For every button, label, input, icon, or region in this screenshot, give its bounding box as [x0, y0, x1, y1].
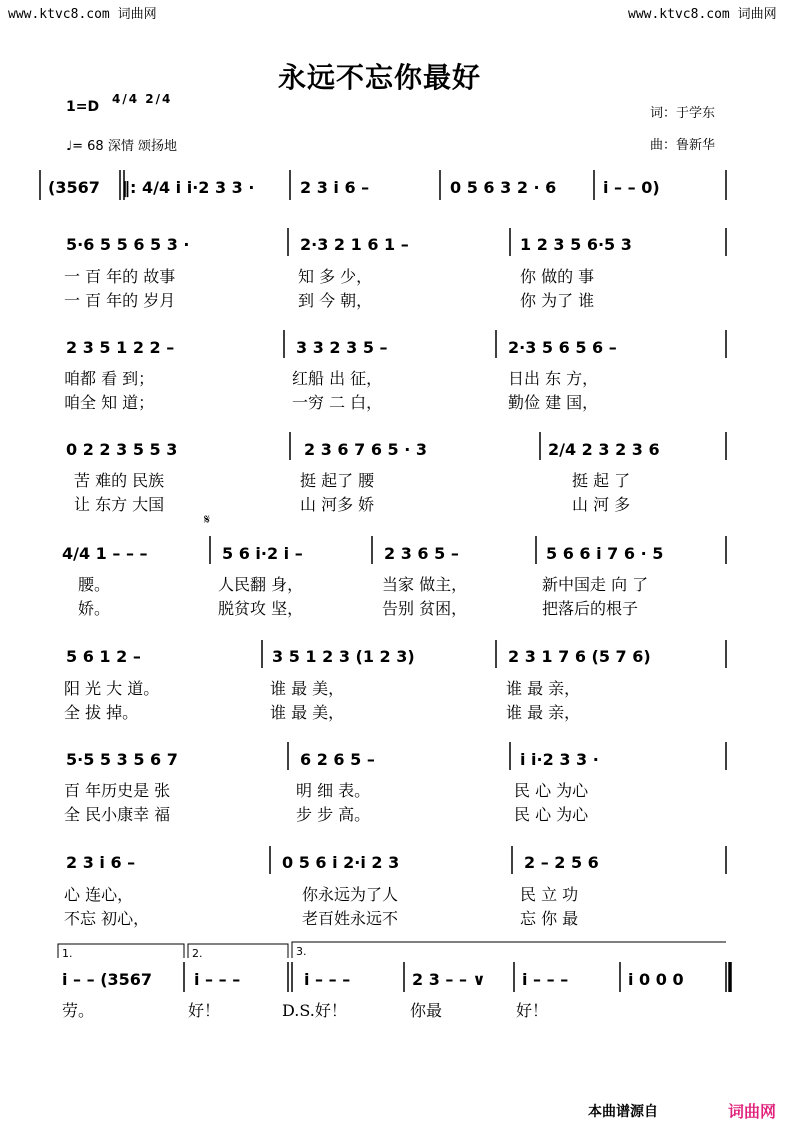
- lyric: 咱全 知 道；: [64, 393, 155, 412]
- measure: 5 6 i·2 i –: [222, 544, 303, 563]
- lyric: 挺 起 了: [572, 471, 631, 490]
- measure: 5 6 1 2 –: [66, 647, 141, 666]
- measure: 2 – 2 5 6: [524, 853, 599, 872]
- lyric: 民 心 为心: [514, 781, 589, 800]
- lyric: 知 多 少，: [298, 267, 373, 286]
- lyric: 一 百 年的 岁月: [64, 291, 176, 310]
- lyric: 阳 光 大 道。: [64, 679, 160, 698]
- composer: 曲：鲁新华: [650, 138, 716, 153]
- measure: 2 3 6 7 6 5 · 3: [304, 440, 427, 459]
- lyric: 把落后的根子: [542, 599, 639, 618]
- watermark-right: www.ktvc8.com 词曲网: [628, 7, 777, 22]
- segno-icon: 𝄋: [204, 512, 211, 528]
- ending-label: 3.: [296, 945, 307, 958]
- song-title: 永远不忘你最好: [278, 61, 482, 94]
- measure: (3567: [48, 178, 100, 197]
- measure: 0 5 6 3 2 · 6: [450, 178, 557, 197]
- lyric: 谁 最 亲，: [506, 679, 581, 698]
- measure: 5·5 5 3 5 6 7: [66, 750, 178, 769]
- lyric: 娇。: [78, 599, 111, 618]
- lyric: 人民翻 身，: [218, 575, 304, 594]
- lyric: 日出 东 方，: [508, 369, 599, 388]
- lyric: 心 连心，: [64, 885, 134, 904]
- measure: 5·6 5 5 6 5 3 ·: [66, 235, 190, 254]
- measure: i – – –: [304, 970, 351, 989]
- lyric: 老百姓永远不: [302, 909, 399, 928]
- lyric: 让 东方 大国: [74, 495, 165, 514]
- lyric: 当家 做主，: [382, 575, 468, 594]
- lyric: 腰。: [78, 575, 111, 594]
- measure: 3 3 2 3 5 –: [296, 338, 388, 357]
- lyric: 咱都 看 到；: [64, 369, 155, 388]
- measure: 2/4 2 3 2 3 6: [548, 440, 660, 459]
- lyric: 明 细 表。: [296, 781, 371, 800]
- lyric: 谁 最 美，: [270, 679, 345, 698]
- tempo-marking: ♩= 68 深情 颂扬地: [66, 139, 177, 154]
- lyric: 百 年历史是 张: [64, 781, 171, 800]
- measure: 5 6 6 i 7 6 · 5: [546, 544, 664, 563]
- lyric: 山 河多 娇: [300, 495, 375, 514]
- lyric: 好！: [516, 1001, 549, 1020]
- key-signature: 1=D: [66, 99, 100, 115]
- watermark-left: www.ktvc8.com 词曲网: [8, 7, 157, 22]
- measure: 2·3 5 6 5 6 –: [508, 338, 617, 357]
- lyric: 到 今 朝，: [298, 291, 373, 310]
- measure: ‖: 4/4 i i·2 3 3 ·: [122, 178, 255, 197]
- measure: 2 3 i 6 –: [300, 178, 370, 197]
- measure: i – – –: [194, 970, 241, 989]
- lyric: 脱贫攻 坚，: [218, 599, 304, 618]
- measure: i i·2 3 3 ·: [520, 750, 599, 769]
- measure: 2 3 – – ∨: [412, 970, 486, 989]
- lyric: 告别 贫困，: [382, 599, 468, 618]
- lyric: 全 民小康幸 福: [64, 805, 171, 824]
- lyric: 挺 起了 腰: [300, 471, 375, 490]
- lyric: 全 拔 掉。: [64, 703, 139, 722]
- measure: 2 3 6 5 –: [384, 544, 459, 563]
- lyricist: 词：于学东: [650, 106, 716, 121]
- lyric: 红船 出 征，: [292, 369, 383, 388]
- measure: 6 2 6 5 –: [300, 750, 375, 769]
- lyric: 谁 最 亲，: [506, 703, 581, 722]
- lyric: 你永远为了人: [302, 885, 399, 904]
- measure: 2 3 1 7 6 (5 7 6): [508, 647, 651, 666]
- lyric: 你最: [410, 1001, 443, 1020]
- lyric: 你 为了 谁: [520, 291, 595, 310]
- measure: 2 3 i 6 –: [66, 853, 136, 872]
- measure: 1 2 3 5 6·5 3: [520, 235, 632, 254]
- measure: i 0 0 0: [628, 970, 684, 989]
- measure: i – – –: [522, 970, 569, 989]
- lyric: 民 心 为心: [514, 805, 589, 824]
- measure: 2 3 5 1 2 2 –: [66, 338, 175, 357]
- lyric: 劳。: [62, 1001, 95, 1020]
- measure: 0 5 6 i 2·i 2 3: [282, 853, 400, 872]
- lyric: 忘 你 最: [520, 909, 579, 928]
- lyric: 民 立 功: [520, 885, 579, 904]
- lyric: 苦 难的 民族: [74, 471, 165, 490]
- lyric: 一穷 二 白，: [292, 393, 383, 412]
- meter: 4/4 2/4: [112, 92, 173, 106]
- measure: 3 5 1 2 3 (1 2 3): [272, 647, 415, 666]
- measure: 2·3 2 1 6 1 –: [300, 235, 409, 254]
- measure: 0 2 2 3 5 5 3: [66, 440, 178, 459]
- lyric: D.S.好！: [282, 1001, 347, 1020]
- ending-label: 1.: [62, 947, 73, 960]
- measure: 4/4 1 – – –: [62, 544, 148, 563]
- lyric: 新中国走 向 了: [542, 575, 649, 594]
- site-logo: 词曲网: [728, 1102, 777, 1121]
- lyric: 勤俭 建 国，: [508, 393, 599, 412]
- lyric: 步 步 高。: [296, 805, 371, 824]
- ending-label: 2.: [192, 947, 203, 960]
- lyric: 不忘 初心，: [64, 909, 150, 928]
- footer-label: 本曲谱源自: [588, 1104, 658, 1120]
- measure: i – – 0): [603, 178, 660, 197]
- lyric: 好！: [188, 1001, 221, 1020]
- lyric: 一 百 年的 故事: [64, 267, 176, 286]
- lyric: 山 河 多: [572, 495, 631, 514]
- lyric: 你 做的 事: [520, 267, 595, 286]
- lyric: 谁 最 美，: [270, 703, 345, 722]
- measure: i – – (3567: [62, 970, 153, 989]
